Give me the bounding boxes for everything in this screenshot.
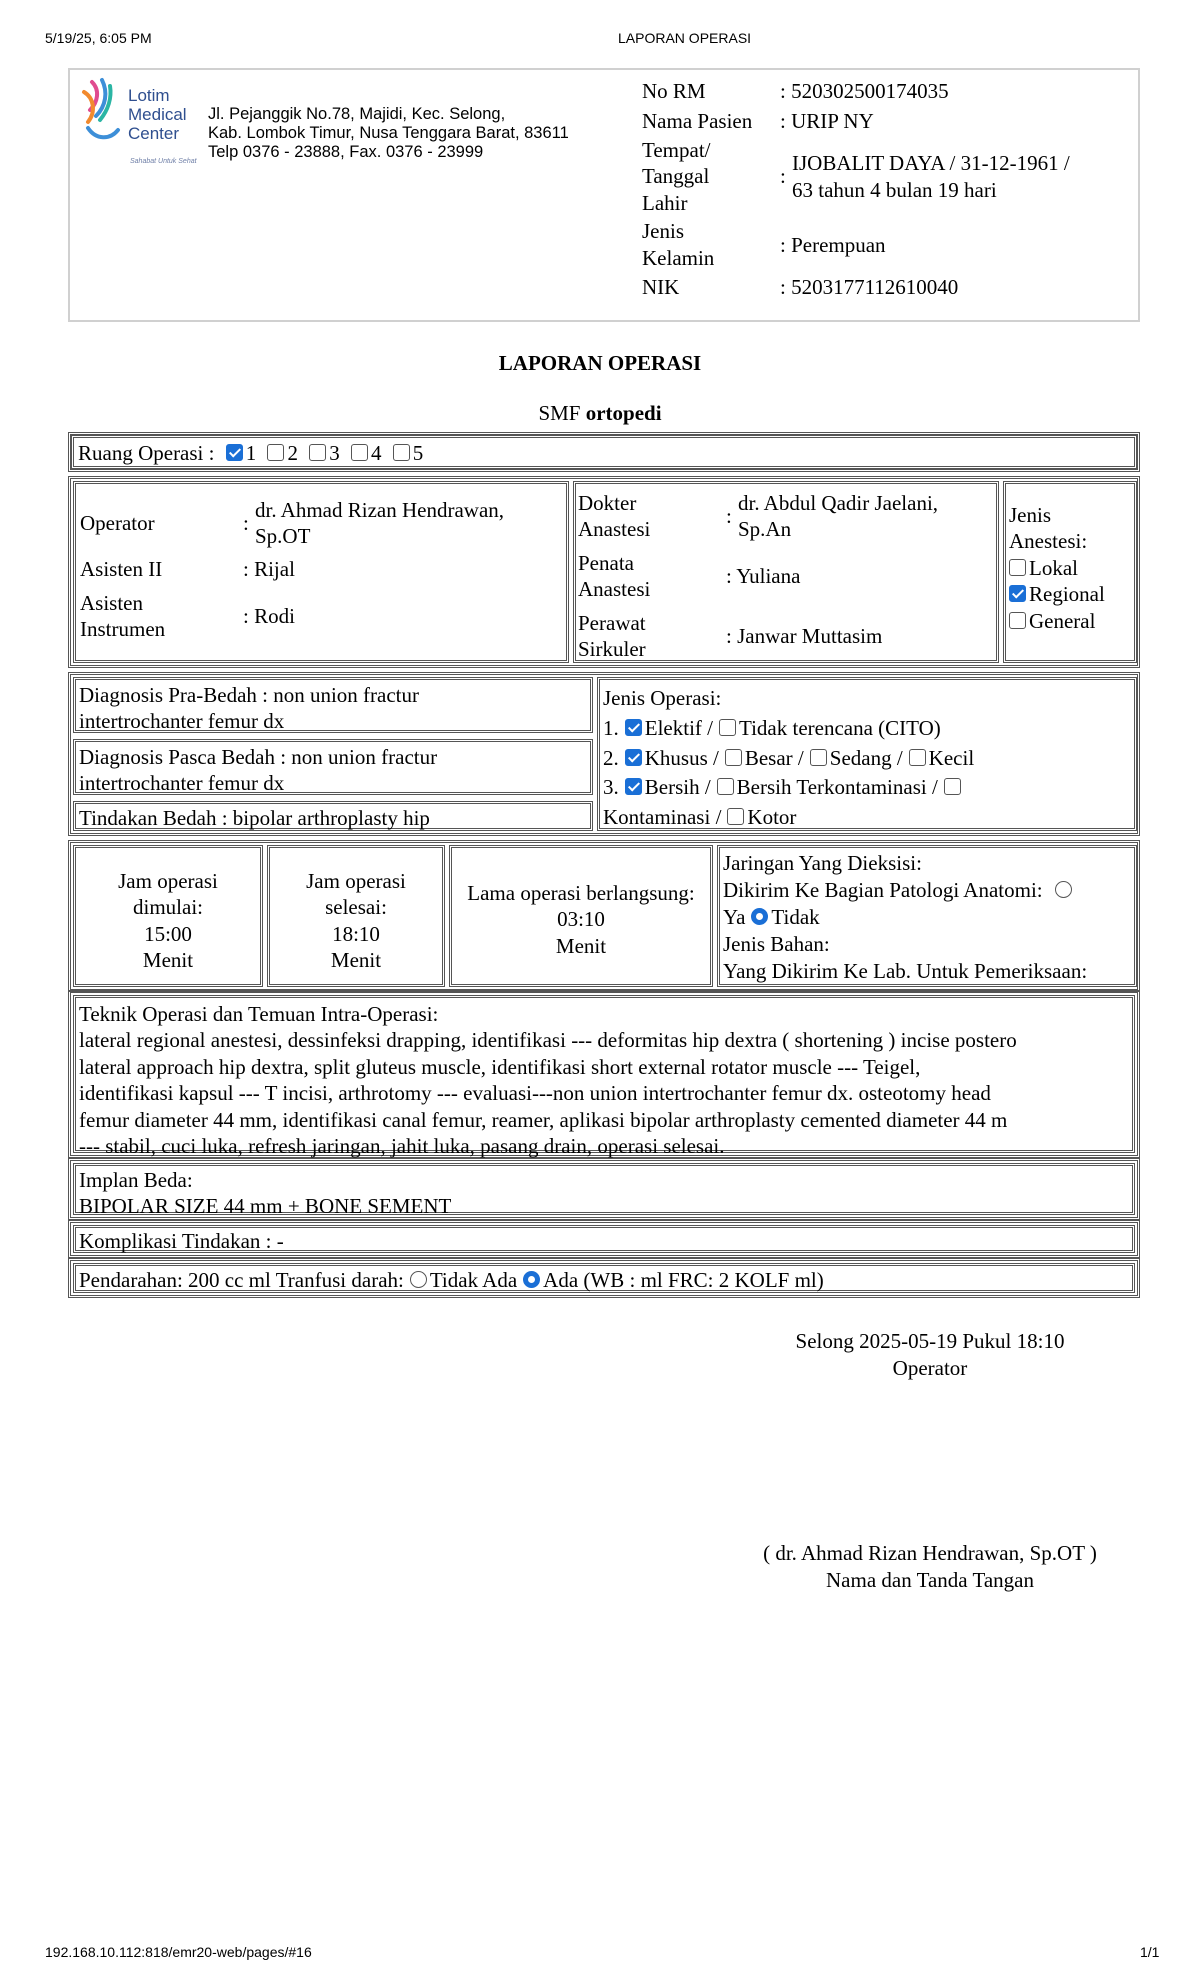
operator-value: dr. Ahmad Rizan Hendrawan, Sp.OT (255, 497, 505, 548)
patologi-tidak-radio[interactable] (751, 908, 768, 925)
signature-name: ( dr. Ahmad Rizan Hendrawan, Sp.OT ) (763, 1541, 1097, 1565)
print-datetime: 5/19/25, 6:05 PM (45, 30, 152, 46)
signature-role: Operator (892, 1356, 968, 1380)
patient-info-table (642, 76, 1070, 302)
ruang-operasi-row (68, 432, 1140, 472)
anesthesia-team-cell: Dokter Anastesi : dr. Abdul Qadir Jaelani, Sp.An Penata Anastesi : Yuliana Perawat Sirkuler : Janwar Muttasim (573, 481, 999, 663)
team-row (68, 476, 1140, 668)
tindakan-bedah-cell: Tindakan Bedah : bipolar arthroplasty hip (73, 801, 593, 831)
anestesi-general-checkbox[interactable] (1009, 612, 1026, 629)
signature-caption: Nama dan Tanda Tangan (826, 1568, 1034, 1592)
dokter-anastesi-value: dr. Abdul Qadir Jaelani, Sp.An (738, 490, 939, 541)
teknik-label: Teknik Operasi dan Temuan Intra-Operasi: (79, 1002, 439, 1026)
pendarahan-cell: Pendarahan: 200 cc ml Tranfusi darah: Tidak Ada Ada (WB : ml FRC: 2 KOLF ml) (73, 1263, 1135, 1293)
times-row (68, 840, 1140, 992)
surgical-team-cell: Operator : dr. Ahmad Rizan Hendrawan, Sp.OT Asisten II : Rijal Asisten Instrumen : Rodi (73, 481, 569, 663)
diagnosis-pra-cell: Diagnosis Pra-Bedah : non union fractur intertrochanter femur dx (73, 677, 593, 733)
ttl-value: : IJOBALIT DAYA / 31-12-1961 / 63 tahun 4 bulan 19 hari (780, 151, 1070, 202)
implan-value: BIPOLAR SIZE 44 mm + BONE SEMENT (79, 1194, 452, 1219)
operator-label: Operator (80, 510, 155, 535)
ruang-4-checkbox[interactable] (351, 444, 368, 461)
ruang-5-checkbox[interactable] (393, 444, 410, 461)
jaringan-cell: Jaringan Yang Dieksisi: Dikirim Ke Bagian Patologi Anatomi: Ya Tidak Jenis Bahan: Yang Dikirim Ke Lab. Untuk Pemeriksaan: (717, 845, 1137, 987)
logo-mark-icon (78, 76, 128, 156)
signature-place-date: Selong 2025-05-19 Pukul 18:10 (795, 1329, 1065, 1353)
ruang-1-checkbox[interactable] (226, 444, 243, 461)
document-title: LAPORAN OPERASI (498, 351, 702, 375)
jam-selesai-cell: Jam operasi selesai: 18:10 Menit (267, 845, 445, 987)
dokter-anastesi-label: Dokter Anastesi (578, 490, 651, 541)
besar-checkbox[interactable] (725, 749, 742, 766)
jenis-operasi-cell: Jenis Operasi: 1. Elektif / Tidak terencana (CITO) 2. Khusus / Besar / Sedang / Kecil 3. Bersih / Bersih Terkontaminasi / Kontaminasi / Kotor (597, 677, 1137, 831)
print-url: 192.168.10.112:818/emr20-web/pages/#16 (45, 1944, 312, 1960)
smf-value: ortopedi (585, 401, 662, 425)
penata-anastesi-value: : Yuliana (726, 563, 801, 588)
jenis-anestesi-label: Jenis Anestesi: (1009, 503, 1088, 554)
jk-label: Jenis Kelamin (642, 219, 715, 270)
asisten-instrumen-label: Asisten Instrumen (80, 590, 166, 641)
perawat-sirkuler-label: Perawat Sirkuler (578, 610, 646, 661)
anestesi-lokal-checkbox[interactable] (1009, 559, 1026, 576)
ruang-operasi-cell: Ruang Operasi : 1 2 3 4 5 (71, 435, 1137, 469)
nik-value: : 5203177112610040 (780, 275, 959, 300)
print-title: LAPORAN OPERASI (618, 30, 752, 46)
rm-label: No RM (642, 78, 706, 103)
pendarahan-row (68, 1258, 1140, 1298)
jenis-operasi-label: Jenis Operasi: (603, 686, 722, 710)
ruang-operasi-label: Ruang Operasi : (78, 441, 215, 465)
diagnosis-pasca-cell: Diagnosis Pasca Bedah : non union fractur intertrochanter femur dx (73, 739, 593, 795)
jam-selesai-value: 18:10 (332, 921, 380, 946)
bersih-checkbox[interactable] (625, 778, 642, 795)
jenis-anestesi-cell: Jenis Anestesi: Lokal Regional General (1003, 481, 1137, 663)
penata-anastesi-label: Penata Anastesi (578, 550, 651, 601)
diagnosis-row (68, 672, 1140, 836)
implan-row (68, 1158, 1140, 1220)
elektif-checkbox[interactable] (625, 719, 642, 736)
teknik-row (68, 990, 1140, 1158)
komplikasi-cell: Komplikasi Tindakan : - (73, 1225, 1135, 1253)
ttl-label: Tempat/ Tanggal Lahir (642, 138, 711, 215)
name-label: Nama Pasien (642, 108, 753, 133)
asisten2-value: : Rijal (243, 556, 295, 581)
perawat-sirkuler-value: : Janwar Muttasim (726, 623, 883, 648)
jam-mulai-cell: Jam operasi dimulai: 15:00 Menit (73, 845, 263, 987)
asisten-instrumen-value: : Rodi (243, 603, 295, 628)
komplikasi-row (68, 1220, 1140, 1258)
lama-operasi-cell: Lama operasi berlangsung: 03:10 Menit (449, 845, 713, 987)
lama-operasi-value: 03:10 (557, 907, 605, 932)
name-value: : URIP NY (780, 108, 874, 133)
logo-tagline: Sahabat Untuk Sehat (130, 158, 197, 165)
khusus-checkbox[interactable] (625, 749, 642, 766)
anestesi-regional-checkbox[interactable] (1009, 585, 1026, 602)
tranfusi-ada-radio[interactable] (523, 1271, 540, 1288)
hospital-logo (78, 76, 198, 180)
teknik-operasi-cell: Teknik Operasi dan Temuan Intra-Operasi: lateral regional anestesi, dessinfeksi drapping, identifikasi --- deformitas hip dextra ( shortening ) incise postero lateral approach hip dextra, split gluteus muscle, identifikasi short external rotator muscle --- Teigel, identifikasi kapsul --- T incisi, arthrotomy --- evaluasi---non union intertrochanter femur dx. osteotomy head femur diameter 44 mm, identifikasi canal femur, reamer, aplikasi bipolar arthroplasty cemented diameter 44 m --- stabil, cuci luka, refresh jaringan, jahit luka, pasang drain, operasi selesai. (73, 995, 1135, 1153)
ruang-3-checkbox[interactable] (309, 444, 326, 461)
kontaminasi-checkbox[interactable] (944, 778, 961, 795)
sedang-checkbox[interactable] (810, 749, 827, 766)
hospital-address: Jl. Pejanggik No.78, Majidi, Kec. Selong, Kab. Lombok Timur, Nusa Tenggara Barat, 83611 Telp 0376 - 23888, Fax. 0376 - 23999 (208, 105, 569, 161)
patient-header-box (68, 68, 1140, 322)
asisten2-label: Asisten II (80, 556, 163, 581)
ruang-2-checkbox[interactable] (267, 444, 284, 461)
print-page: 1/1 (1140, 1944, 1160, 1960)
tranfusi-tidak-ada-radio[interactable] (410, 1271, 427, 1288)
nik-label: NIK (642, 275, 680, 300)
patologi-ya-radio[interactable] (1055, 881, 1072, 898)
kotor-checkbox[interactable] (727, 808, 744, 825)
smf-line: SMF ortopedi (538, 401, 662, 425)
kecil-checkbox[interactable] (909, 749, 926, 766)
implan-cell: Implan Beda: BIPOLAR SIZE 44 mm + BONE SEMENT (73, 1163, 1135, 1215)
logo-wordmark: Lotim Medical Center (128, 86, 187, 144)
jk-value: : Perempuan (780, 232, 886, 257)
rm-value: : 520302500174035 (780, 78, 949, 103)
cito-checkbox[interactable] (719, 719, 736, 736)
bersih-terkontaminasi-checkbox[interactable] (717, 778, 734, 795)
jam-mulai-value: 15:00 (144, 921, 192, 946)
